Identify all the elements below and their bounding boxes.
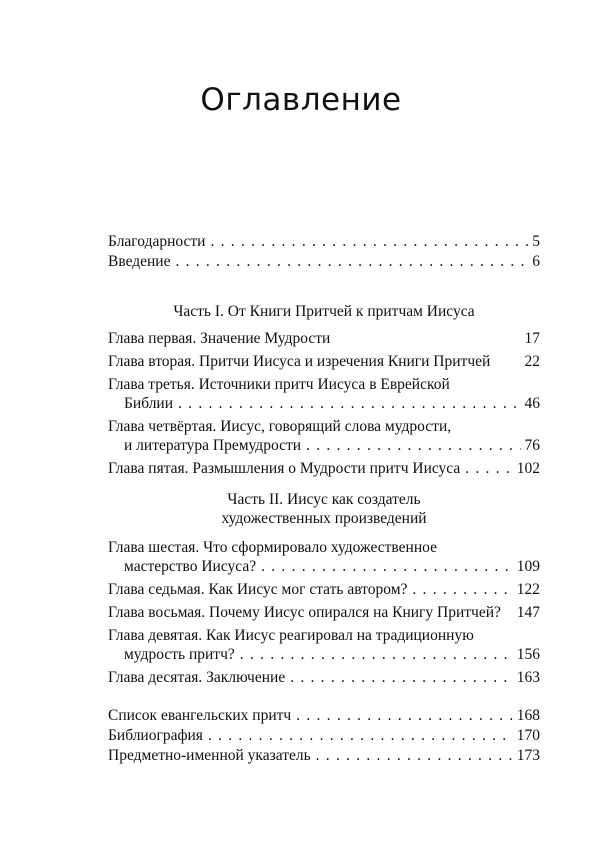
toc-entry-page: 170 bbox=[516, 727, 540, 744]
toc-entry-title: Введение bbox=[108, 253, 171, 270]
toc-entry[interactable] bbox=[108, 329, 540, 348]
toc-entry-page: 173 bbox=[516, 747, 540, 764]
toc-entry-page: 163 bbox=[516, 669, 540, 686]
leader-dots bbox=[296, 706, 513, 725]
toc-entry-title: Библиография bbox=[108, 727, 203, 744]
leader-dots bbox=[240, 645, 513, 664]
leader-dots bbox=[306, 436, 520, 455]
part-heading bbox=[108, 490, 540, 528]
front-matter bbox=[108, 232, 540, 271]
toc-entry-title: Глава десятая. Заключение bbox=[108, 669, 286, 686]
toc-entry-title-line1: Глава третья. Источники притч Иисуса в Еврейской bbox=[108, 376, 450, 393]
leader-dots bbox=[261, 557, 513, 576]
toc-entry-page: 109 bbox=[516, 558, 540, 575]
toc-entry[interactable] bbox=[108, 375, 540, 413]
toc-entry-title: Список евангельских притч bbox=[108, 707, 292, 724]
toc-entry-line2 bbox=[108, 557, 540, 576]
part1-chapters bbox=[108, 329, 540, 478]
toc-entry-page: 22 bbox=[524, 353, 540, 370]
part2-chapters bbox=[108, 538, 540, 687]
toc-entry[interactable] bbox=[108, 626, 540, 664]
toc-entry[interactable] bbox=[108, 580, 540, 599]
toc-entry-page: 168 bbox=[516, 707, 540, 724]
toc-entry-title-line1: Глава девятая. Как Иисус реагировал на традиционную bbox=[108, 627, 474, 644]
toc-entry-page: 122 bbox=[516, 581, 540, 598]
toc-entry[interactable] bbox=[108, 726, 540, 745]
toc-entry-title-line1: Глава четвёртая. Иисус, говорящий слова мудрости, bbox=[108, 418, 452, 435]
toc-entry-page: 147 bbox=[516, 604, 540, 621]
toc-entry-page: 76 bbox=[524, 437, 540, 454]
toc-entry[interactable] bbox=[108, 603, 540, 622]
toc-entry[interactable] bbox=[108, 706, 540, 725]
toc-entry-title: Библии bbox=[124, 395, 174, 412]
leader-dots bbox=[316, 746, 513, 765]
toc-entry-title: и литература Премудрости bbox=[124, 437, 302, 454]
toc-entry-page: 5 bbox=[532, 233, 540, 250]
toc-entry-line2 bbox=[108, 394, 540, 413]
leader-dots bbox=[210, 232, 528, 251]
toc-entry-page: 156 bbox=[516, 646, 540, 663]
toc-entry-page: 6 bbox=[532, 253, 540, 270]
toc-entry-line2 bbox=[108, 645, 540, 664]
toc-entry[interactable] bbox=[108, 538, 540, 576]
toc-entry-title: Благодарности bbox=[108, 233, 206, 250]
toc-entry-line2 bbox=[108, 436, 540, 455]
toc-entry-title: мудрость притч? bbox=[124, 646, 235, 663]
toc-entry-title: Глава вторая. Притчи Иисуса и изречения Книги Притчей bbox=[108, 353, 491, 370]
page-title: Оглавление bbox=[200, 82, 402, 118]
toc-entry[interactable] bbox=[108, 232, 540, 251]
leader-dots bbox=[412, 580, 512, 599]
toc-entry[interactable] bbox=[108, 459, 540, 478]
toc-entry[interactable] bbox=[108, 352, 540, 371]
toc-entry-title: мастерство Иисуса? bbox=[124, 558, 257, 575]
toc-entry-title: Глава пятая. Размышления о Мудрости притч Иисуса bbox=[108, 460, 461, 477]
part-heading-line2: художественных произведений bbox=[221, 510, 427, 527]
toc-entry-page: 46 bbox=[524, 395, 540, 412]
back-matter bbox=[108, 706, 540, 765]
toc-entry-title: Глава восьмая. Почему Иисус опирался на Книгу Притчей? bbox=[108, 604, 501, 621]
leader-dots bbox=[178, 394, 520, 413]
toc-entry[interactable] bbox=[108, 252, 540, 271]
leader-dots bbox=[175, 252, 528, 271]
toc-entry-page: 102 bbox=[516, 460, 540, 477]
toc-entry-title: Глава седьмая. Как Иисус мог стать автором? bbox=[108, 581, 408, 598]
leader-dots bbox=[290, 668, 513, 687]
toc-entry-page: 17 bbox=[524, 330, 540, 347]
part-heading: Часть I. От Книги Притчей к притчам Иисуса bbox=[173, 303, 475, 320]
part-heading-line1: Часть II. Иисус как создатель bbox=[227, 491, 421, 508]
toc-entry-title: Глава первая. Значение Мудрости bbox=[108, 330, 331, 347]
leader-dots bbox=[208, 726, 513, 745]
toc-entry[interactable] bbox=[108, 417, 540, 455]
toc-entry-title-line1: Глава шестая. Что сформировало художественное bbox=[108, 539, 437, 556]
toc-entry-title: Предметно-именной указатель bbox=[108, 747, 311, 764]
leader-dots bbox=[465, 459, 513, 478]
toc-entry[interactable] bbox=[108, 746, 540, 765]
toc-entry[interactable] bbox=[108, 668, 540, 687]
